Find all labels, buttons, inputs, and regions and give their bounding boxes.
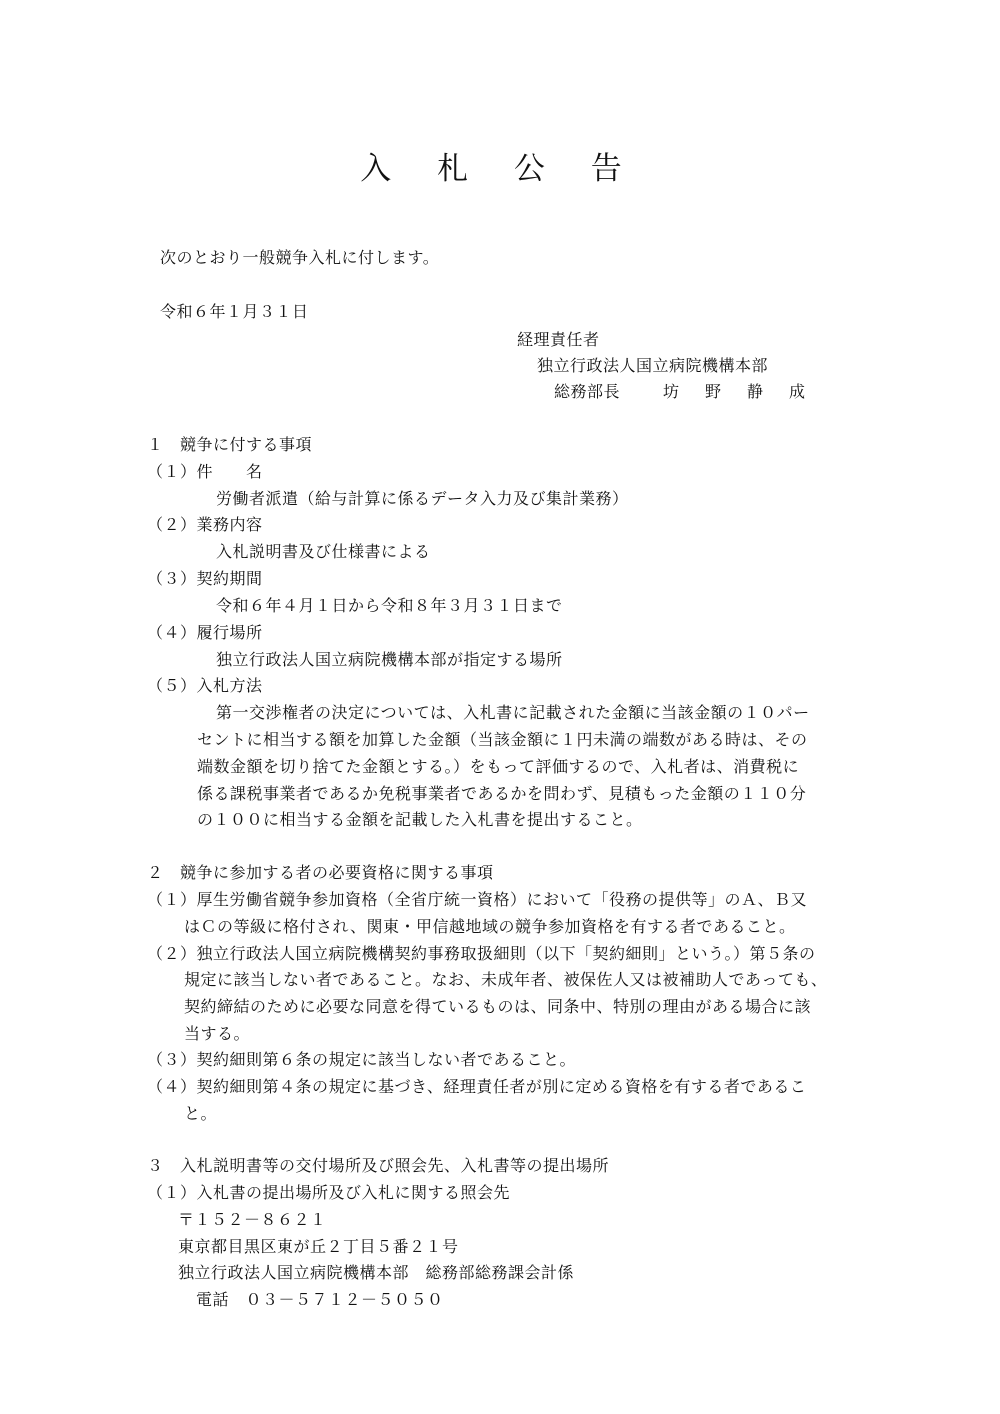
section2-item2-line: 規定に該当しない者であること。なお、未成年者、被保佐人又は被補助人であっても、 — [184, 970, 828, 989]
issuer-organization: 独立行政法人国立病院機構本部 — [537, 356, 769, 375]
section1-item1-text: 労働者派遣（給与計算に係るデータ入力及び集計業務） — [216, 489, 629, 508]
section1-item1-label: （１）件 名 — [147, 462, 263, 481]
section2-item4-line: （４）契約細則第４条の規定に基づき、経理責任者が別に定める資格を有する者であるこ — [147, 1077, 807, 1096]
department: 独立行政法人国立病院機構本部 総務部総務課会計係 — [178, 1263, 575, 1282]
section3-item1-label: （１）入札書の提出場所及び入札に関する照会先 — [147, 1183, 511, 1202]
section1-item4-text: 独立行政法人国立病院機構本部が指定する場所 — [216, 650, 563, 669]
section3-heading: ３ 入札説明書等の交付場所及び照会先、入札書等の提出場所 — [147, 1156, 610, 1175]
section1-item5-line: の１００に相当する金額を記載した入札書を提出すること。 — [197, 810, 643, 829]
section1-item5-line: 係る課税事業者であるか免税事業者であるかを問わず、見積もった金額の１１０分 — [197, 784, 807, 803]
phone-number: 電話 ０３－５７１２－５０５０ — [196, 1290, 444, 1309]
section1-item2-text: 入札説明書及び仕様書による — [216, 542, 431, 561]
section2-item4-line: と。 — [184, 1104, 218, 1123]
address: 東京都目黒区東が丘２丁目５番２１号 — [178, 1237, 459, 1256]
notice-date: 令和６年１月３１日 — [160, 302, 309, 321]
section2-item2-line: 当する。 — [184, 1024, 251, 1043]
page-title: 入 札 公 告 — [360, 151, 640, 187]
section1-item3-text: 令和６年４月１日から令和８年３月３１日まで — [216, 596, 563, 615]
section1-item5-line: 端数金額を切り捨てた金額とする。）をもって評価するので、入札者は、消費税に — [197, 757, 800, 776]
section2-heading: ２ 競争に参加する者の必要資格に関する事項 — [147, 863, 494, 882]
issuer-position: 総務部長 — [554, 382, 621, 401]
issuer-role: 経理責任者 — [517, 330, 600, 349]
section2-item3: （３）契約細則第６条の規定に該当しない者であること。 — [147, 1050, 577, 1069]
section1-item5-line: セントに相当する額を加算した金額（当該金額に１円未満の端数がある時は、その — [197, 730, 808, 749]
section2-item2-line: 契約締結のために必要な同意を得ているものは、同条中、特別の理由がある場合に該 — [184, 997, 812, 1016]
section2-item1-line: （１）厚生労働省競争参加資格（全省庁統一資格）において「役務の提供等」のＡ、Ｂ又 — [147, 890, 808, 909]
section1-item5-label: （５）入札方法 — [147, 676, 263, 695]
section1-item2-label: （２）業務内容 — [147, 515, 263, 534]
section2-item2-line: （２）独立行政法人国立病院機構契約事務取扱細則（以下「契約細則」という。）第５条の — [147, 944, 816, 963]
section2-item1-line: はＣの等級に格付され、関東・甲信越地域の競争参加資格を有する者であること。 — [184, 917, 796, 936]
postal-code: 〒１５２－８６２１ — [178, 1210, 327, 1229]
section1-heading: １ 競争に付する事項 — [147, 435, 313, 454]
section1-item3-label: （３）契約期間 — [147, 569, 263, 588]
section1-item5-line: 第一交渉権者の決定については、入札書に記載された金額に当該金額の１０パー — [216, 703, 810, 722]
issuer-name: 坊 野 静 成 — [663, 382, 811, 401]
section1-item4-label: （４）履行場所 — [147, 623, 263, 642]
intro-text: 次のとおり一般競争入札に付します。 — [160, 248, 440, 267]
